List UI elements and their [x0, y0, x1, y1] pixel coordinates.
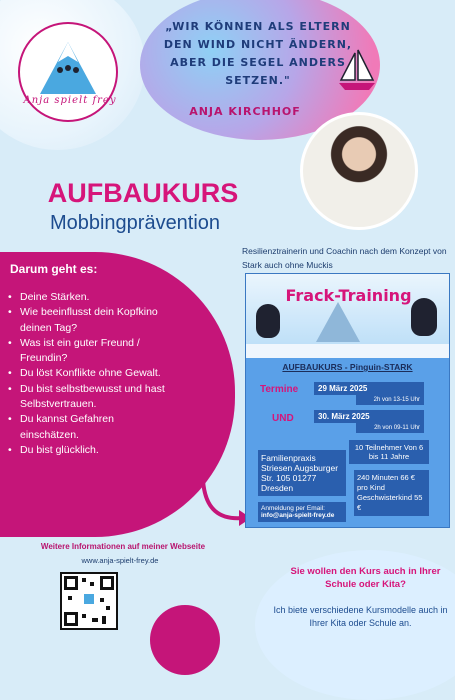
list-item: • Du bist glücklich. — [8, 443, 168, 458]
logo — [18, 22, 118, 122]
date-2: 30. März 2025 — [314, 410, 424, 423]
list-item: • Wie beeinflusst dein Kopfkino deinen Tag? — [8, 305, 168, 336]
qr-code-icon — [62, 574, 116, 628]
page-title: AUFBAUKURS — [47, 178, 239, 208]
penguin-icon — [256, 304, 280, 338]
email-link[interactable]: info@anja-spielt-frey.de — [261, 512, 335, 519]
bio-text: Resilienztrainerin und Coachin nach dem Konzept von Stark auch ohne Muckis — [242, 246, 447, 270]
course-card — [245, 273, 450, 528]
time-2: 2h von 09-11 Uhr — [356, 423, 424, 433]
email-label: Anmeldung per Email: — [261, 505, 325, 512]
course-label: AUFBAUKURS - Pinguin-STARK — [282, 362, 413, 372]
price-box: 240 Minuten 66 € pro Kind Geschwisterkind 55 € — [354, 470, 429, 516]
cta-title: Sie wollen den Kurs auch in Ihrer Schule oder Kita? — [290, 566, 441, 590]
list-item: • Deine Stärken. — [8, 290, 168, 305]
und-label: UND — [272, 413, 294, 424]
topics-heading: Darum geht es: — [10, 262, 98, 276]
quote-author: ANJA KIRCHHOF — [189, 105, 301, 118]
page-subtitle: Mobbingprävention — [49, 212, 221, 234]
portrait-photo — [300, 112, 418, 230]
location-box: Familienpraxis Striesen Augsburger Str. 105 01277 Dresden — [258, 450, 346, 496]
termine-label: Termine — [260, 384, 299, 395]
website-link[interactable]: www.anja-spielt-frey.de — [81, 556, 159, 565]
signup-box — [258, 502, 346, 522]
list-item: • Du löst Konflikte ohne Gewalt. — [8, 366, 168, 381]
list-item: • Was ist ein guter Freund / Freundin? — [8, 336, 168, 367]
sailboat-icon — [335, 48, 380, 93]
decor-circle — [150, 605, 220, 675]
date-1: 29 März 2025 — [314, 382, 424, 395]
quote-text: „WIR KÖNNEN ALS ELTERN DEN WIND NICHT ÄNDERN, ABER DIE SEGEL ANDERS SETZEN." — [163, 20, 353, 87]
card-band — [246, 344, 449, 358]
qr-code[interactable] — [60, 572, 118, 630]
list-item: • Du kannst Gefahren einschätzen. — [8, 412, 168, 443]
participants-box: 10 Teilnehmer Von 6 bis 11 Jahre — [349, 440, 429, 464]
cta-body: Ich biete verschiedene Kursmodelle auch in Ihrer Kita oder Schule an. — [273, 605, 448, 628]
topics-list — [8, 290, 168, 458]
iceberg-icon — [316, 302, 360, 342]
card-title: Frack-Training — [285, 286, 412, 305]
list-item: • Du bist selbstbewusst und hast Selbstvertrauen. — [8, 382, 168, 413]
time-1: 2h von 13-15 Uhr — [356, 395, 424, 405]
logo-text: Anja spielt frey — [23, 95, 117, 106]
website-heading: Weitere Informationen auf meiner Webseite — [40, 542, 206, 551]
